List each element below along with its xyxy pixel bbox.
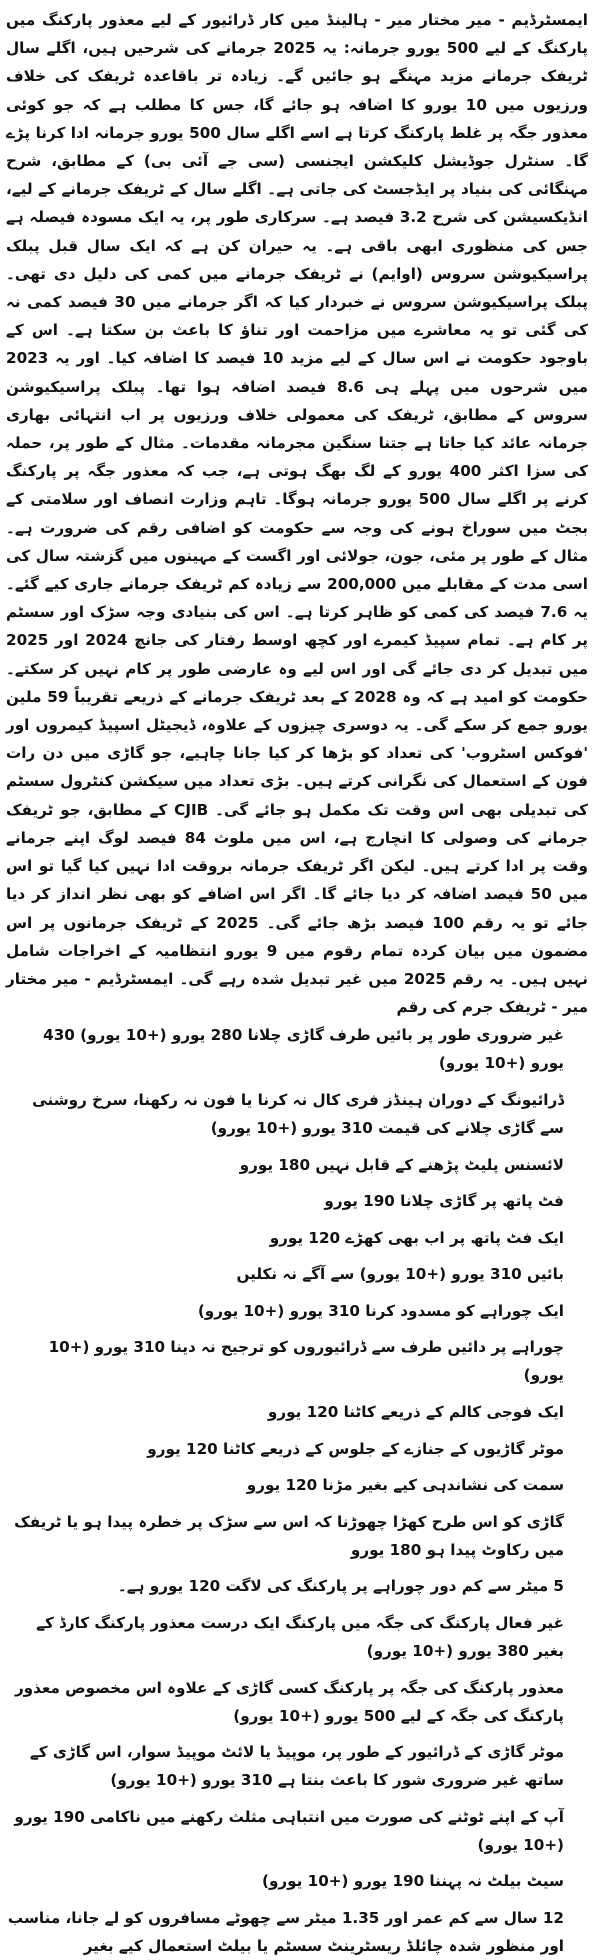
list-item: غیر ضروری طور پر بائیں طرف گاڑی چلانا 280 یورو (+10 یورو) 430 یورو (+10 یورو) [43, 1026, 564, 1073]
list-item: 5 میٹر سے کم دور چوراہے پر پارکنگ کی لاگت 120 یورو ہے۔ [117, 1577, 564, 1596]
list-item: گاڑی کو اس طرح کھڑا چھوڑنا کہ اس سے سڑک پر خطرہ پیدا ہو یا ٹریفک میں رکاوٹ پیدا ہو 180 یورو [14, 1512, 564, 1559]
list-item: موٹر گاڑیوں کے جنازے کے جلوس کے ذریعے کاٹنا 120 یورو [147, 1439, 564, 1458]
list-item: سیٹ بیلٹ نہ پہننا 190 یورو (+10 یورو) [262, 1872, 564, 1891]
list-item: لائسنس پلیٹ پڑھنے کے قابل نہیں 180 یورو [239, 1155, 564, 1174]
fines-list [6, 1021, 588, 1960]
list-item: معذور پارکنگ کی جگہ پر پارکنگ کسی گاڑی کے علاوہ اس مخصوص معذور پارکنگ کی جگہ کے لیے 500 یورو (+10 یورو) [14, 1678, 564, 1725]
article-body: ایمسٹرڈیم - میر مختار میر - ہالینڈ میں کار ڈرائیور کے لیے معذور پارکنگ میں پارکنگ کے لیے 500 یورو جرمانہ: یہ 2025 جرمانے کی شرحیں ہیں، اگلے سال ٹریفک جرمانے مزید مہنگے ہو جائیں گے۔ زیادہ تر باقاعدہ ٹریفک کی خلاف ورزیوں میں 10 یورو کا اضافہ ہو جائے گا، جس کا مطلب ہے کہ جو کوئی معذور جگہ پر غلط پارکنگ کرتا ہے اسے اگلے سال 500 یورو جرمانہ ادا کرنا پڑے گا۔ سنٹرل جوڈیشل کلیکشن ایجنسی (سی جے آئی بی) کے مطابق، شرح مہنگائی کی بنیاد پر ایڈجسٹ کی جاتی ہے۔ اگلے سال کے ٹریفک جرمانے کے لیے، انڈیکسیشن کی شرح 3.2 فیصد ہے۔ سرکاری طور پر، یہ ایک مسودہ فیصلہ ہے جس کی منظوری ابھی باقی ہے۔ یہ حیران کن ہے کہ ایک سال قبل پبلک پراسیکیوشن سروس (اوایم) نے ٹریفک جرمانے میں کمی کی دلیل دی تھی۔ پبلک پراسیکیوشن سروس نے خبردار کیا کہ اگر جرمانے میں 30 فیصد کمی نہ کی گئی تو یہ معاشرے میں مزاحمت اور تناؤ کا باعث بن سکتا ہے۔ اس کے باوجود حکومت نے اس سال کے لیے مزید 10 فیصد کا اضافہ کیا۔ اور یہ 2023 میں شرحوں میں پہلے ہی 8.6 فیصد اضافہ ہوا تھا۔ پبلک پراسیکیوشن سروس کے مطابق، ٹریفک کی معمولی خلاف ورزیوں پر اب انتہائی بھاری جرمانہ عائد کیا جاتا ہے جتنا سنگین مجرمانہ مقدمات۔ مثال کے طور پر، حملہ کی سزا اکثر 400 یورو کے لگ بھگ ہوتی ہے، جب کہ معذور جگہ پر پارکنگ کرنے پر اگلے سال 500 یورو جرمانہ ہوگا۔ تاہم وزارت انصاف اور سلامتی کے بجٹ میں سوراخ ہونے کی وجہ سے حکومت کو اضافی رقم کی ضرورت ہے۔ مثال کے طور پر مئی، جون، جولائی اور اگست کے مہینوں میں گزشتہ سال کی اسی مدت کے مقابلے میں 200,000 سے زیادہ کم ٹریفک جرمانے جاری کیے گئے۔ یہ 7.6 فیصد کی کمی کو ظاہر کرتا ہے۔ اس کی بنیادی وجہ سڑک اور سسٹم پر کام ہے۔ تمام سپیڈ کیمرے اور کچھ اوسط رفتار کی جانچ 2024 اور 2025 میں تبدیل کر دی جائے گی اور اس لیے وہ عارضی طور پر کام نہیں کر سکتے۔ حکومت کو امید ہے کہ وہ 2028 کے بعد ٹریفک جرمانے کے ذریعے تقریباً 59 ملین یورو جمع کر سکے گی۔ یہ دوسری چیزوں کے علاوہ، ڈیجیٹل اسپیڈ کیمروں اور 'فوکس اسٹروب' کی تعداد کو بڑھا کر کیا جانا چاہیے، جو گاڑی میں دن رات فون کے استعمال کی نگرانی کرتے ہیں۔ بڑی تعداد میں سیکشن کنٹرول سسٹم کی تبدیلی بھی اس وقت تک مکمل ہو جائے گی۔ CJIB کے مطابق، جو ٹریفک جرمانے کی وصولی کا انچارج ہے، اس میں ملوث 84 فیصد لوگ اپنے جرمانے وقت پر ادا کرتے ہیں۔ لیکن اگر ٹریفک جرمانہ بروقت ادا نہیں کیا گیا تو اس میں 50 فیصد اضافہ کر دیا جائے گا۔ اگر اس اضافے کو بھی نظر انداز کر دیا جائے تو یہ رقم 100 فیصد بڑھ جائے گی۔ 2025 کے ٹریفک جرمانوں پر اس مضمون میں بیان کردہ تمام رقوم میں 9 یورو انتظامیہ کے اخراجات شامل نہیں ہیں۔ یہ رقم 2025 میں غیر تبدیل شدہ رہے گی۔ ایمسٹرڈیم - میر مختار میر - ٹریفک جرم کی رقم [6, 11, 589, 1017]
list-item: موٹر گاڑی کے ڈرائیور کے طور پر، موپیڈ یا لائٹ موپیڈ سوار، اس گاڑی کے ساتھ غیر ضروری شور کا باعث بنتا ہے 310 یورو (+10 یورو) [29, 1743, 564, 1790]
list-item: 12 سال سے کم عمر اور 1.35 میٹر سے چھوٹے مسافروں کو لے جانا، مناسب اور منظور شدہ چائلڈ ریسٹرینٹ سسٹم یا بیلٹ استعمال کیے بغیر [7, 1909, 564, 1955]
list-item: آپ کے اپنے ٹوٹنے کی صورت میں انتباہی مثلث رکھنے میں ناکامی 190 یورو (+10 یورو) [14, 1807, 564, 1854]
list-item: ایک فوجی کالم کے ذریعے کاٹنا 120 یورو [267, 1403, 564, 1422]
list-item: ایک چوراہے کو مسدود کرنا 310 یورو (+10 یورو) [197, 1301, 564, 1320]
list-item: ایک فٹ پاتھ پر اب بھی کھڑے 120 یورو [269, 1228, 564, 1247]
list-item: ڈرائیونگ کے دوران ہینڈز فری کال نہ کرنا یا فون نہ رکھنا، سرخ روشنی سے گاڑی چلانے کی قیمت 310 یورو (+10 یورو) [32, 1090, 564, 1137]
list-item: چوراہے پر دائیں طرف سے ڈرائیوروں کو ترجیح نہ دینا 310 یورو (+10 یورو) [48, 1338, 564, 1385]
list-item: بائیں 310 یورو (+10 یورو) سے آگے نہ نکلیں [236, 1265, 564, 1284]
list-item: فٹ پاتھ پر گاڑی چلانا 190 یورو [324, 1192, 564, 1211]
list-item: غیر فعال پارکنگ کی جگہ میں پارکنگ ایک درست معذور پارکنگ کارڈ کے بغیر 380 یورو (+10 یورو) [36, 1614, 564, 1661]
list-item: سمت کی نشاندہی کیے بغیر مڑنا 120 یورو [246, 1476, 564, 1495]
